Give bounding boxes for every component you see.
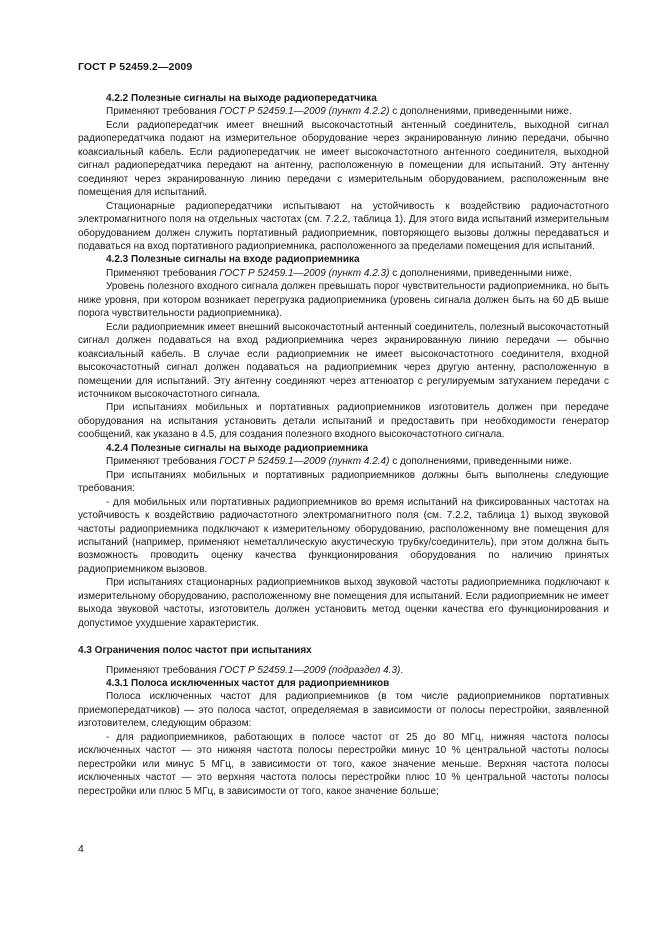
- standard-reference: ГОСТ Р 52459.1—2009 (пункт 4.2.4): [219, 456, 390, 468]
- section-4-2-4-heading: 4.2.4 Полезные сигналы на выходе радиоприемника: [106, 442, 369, 454]
- para-text: Применяют требования: [106, 106, 220, 118]
- section-4-2-2-para-1: [78, 105, 609, 118]
- section-spacer: [78, 630, 609, 644]
- para-text: Применяют требования: [106, 456, 220, 468]
- para-text: с дополнениями, приведенными ниже.: [389, 456, 572, 468]
- document-header: ГОСТ Р 52459.2—2009: [78, 61, 193, 73]
- para-text: Применяют требования: [106, 267, 220, 279]
- section-4-3-heading: 4.3 Ограничения полос частот при испытаниях: [78, 645, 312, 657]
- section-4-3-1-para-1: Полоса исключенных частот для радиоприемников (в том числе радиоприемников портативных приемопередатчиков) — это полоса частот, определяемая в зависимости от полосы перестройки, заявленной изготовителем, следующим образом:: [78, 691, 609, 730]
- page-number: 4: [78, 843, 84, 855]
- standard-reference: ГОСТ Р 52459.1—2009 (пункт 4.2.2): [219, 106, 390, 118]
- para-text: с дополнениями, приведенными ниже.: [389, 106, 572, 118]
- section-4-2-4-para-2: При испытаниях мобильных и портативных радиоприемников должны быть выполнены следующие требования:: [78, 469, 609, 495]
- standard-reference: ГОСТ Р 52459.1—2009 (пункт 4.2.3): [219, 267, 390, 279]
- section-4-2-2-heading: 4.2.2 Полезные сигналы на выходе радиопередатчика: [106, 93, 377, 104]
- section-4-2-3-para-3: Если радиоприемник имеет внешний высокочастотный антенный соединитель, полезный высокочастотный сигнал должен подаваться на вход радиоприемника через экранированную линию передачи — обычно коаксиальный кабель. В случае если радиоприемник не имеет высокочастотного соединителя, входной высокочастотный сигнал должен подаваться на радиоприемник через другую антенну, расположенную в помещении для испытаний. Эту антенну соединяют через аттенюатор с регулируемым затуханием передачи с источником высокочастотного сигнала.: [78, 321, 609, 400]
- section-4-3-1-para-2: - для радиоприемников, работающих в полосе частот от 25 до 80 МГц, нижняя частота полосы исключенных частот — это нижняя частота полосы перестройки минус 10 % центральной частоты полосы перестройки или минус 5 МГц, в зависимости от того, какое значение меньше. Верхняя частота полосы исключенных частот — это верхняя частота полосы перестройки плюс 10 % центральной частоты полосы перестройки или плюс 5 МГц, в зависимости от того, какое значение больше;: [78, 731, 609, 797]
- section-4-2-3-para-4: При испытаниях мобильных и портативных радиоприемников изготовитель должен при передаче оборудования на испытания установить детали испытаний и предоставить при необходимости генератор сообщений, как указано в 4.5, для создания полезного входного высокочастотного сигнала.: [78, 402, 609, 441]
- section-4-3-para-1: [78, 664, 609, 677]
- section-4-2-4-para-1: [78, 455, 609, 468]
- section-4-2-4-para-4: При испытаниях стационарных радиоприемников выход звуковой частоты радиоприемника подключают к измерительному оборудованию, расположенному вне помещения для испытаний. Если радиоприемник не имеет выхода звуковой частоты, изготовитель должен установить метод оценки качества его функционирования и допустимое ухудшение характеристик.: [78, 577, 609, 629]
- para-text: с дополнениями, приведенными ниже.: [389, 267, 572, 279]
- standard-reference: ГОСТ Р 52459.1—2009 (подраздел 4.3): [219, 664, 401, 676]
- section-4-2-3-heading: 4.2.3 Полезные сигналы на входе радиоприемника: [106, 254, 360, 266]
- section-4-2-3-para-1: [78, 267, 609, 280]
- document-body: [78, 92, 609, 798]
- section-4-2-4-para-3: - для мобильных или портативных радиоприемников во время испытаний на фиксированных частотах на устойчивость к воздействию радиочастотного электромагнитного поля (см. 7.2.2, таблица 1) выход звуковой частоты радиоприемника подключают к измерительному оборудованию, расположенному вне помещения для испытаний (например, применяют неметаллическую акустическую трубку/соединитель), при этом должна быть возможность проводить оценку качества функционирования оборудования по наличию принятых радиоприемником вызовов.: [78, 496, 609, 575]
- section-4-2-2-para-2: Если радиопередатчик имеет внешний высокочастотный антенный соединитель, выходной сигнал радиопередатчика подают на измерительное оборудование через экранированную линию передачи, обычно коаксиальный кабель. Если радиопередатчик не имеет высокочастотного антенного соединителя, выходной сигнал радиопередатчика передают на антенну, расположенную в помещении для испытаний. Эту антенну соединяют через экранированную линию передачи с измерительным оборудованием, расположенным вне помещения для испытаний.: [78, 119, 609, 199]
- section-4-2-3-para-2: Уровень полезного входного сигнала должен превышать порог чувствительности радиоприемника, но быть ниже уровня, при котором возникает перегрузка радиоприемника (уровень сигнала должен быть на 60 дБ выше порога чувствительности радиоприемника).: [78, 281, 609, 320]
- section-4-2-2-para-3: Стационарные радиопередатчики испытывают на устойчивость к воздействию радиочастотного электромагнитного поля на отдельных частотах (см. 7.2.2, таблица 1). Для этого вида испытаний измерительным оборудованием должен служить портативный радиоприемник, повторяющего вызовы должны передаваться и подаваться на вход портативного радиоприемника, расположенного за пределами помещения для испытаний.: [78, 200, 609, 252]
- para-text: .: [400, 664, 404, 676]
- section-4-3-1-heading: 4.3.1 Полоса исключенных частот для радиоприемников: [106, 678, 390, 690]
- para-text: Применяют требования: [106, 664, 220, 676]
